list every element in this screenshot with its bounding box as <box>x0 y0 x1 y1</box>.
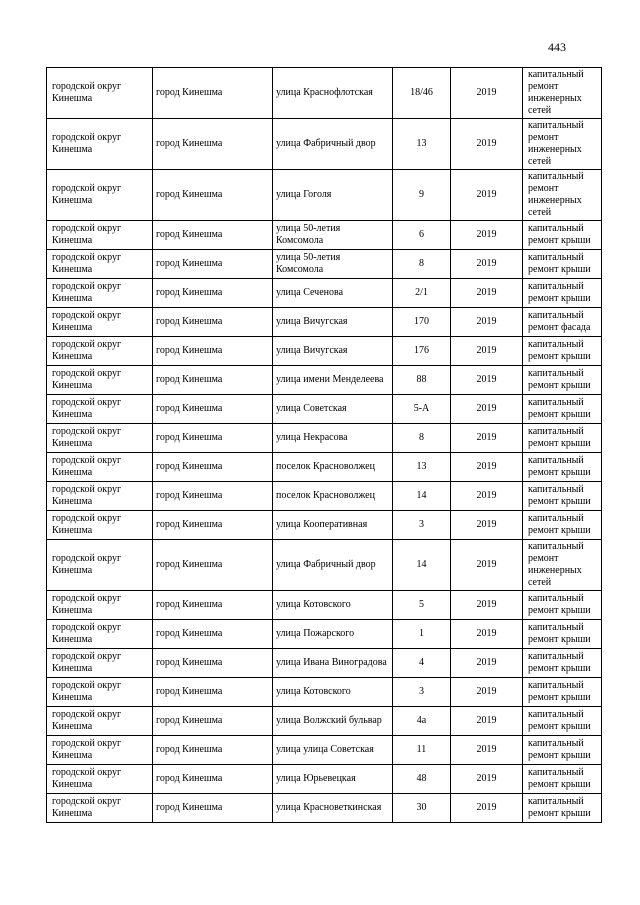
house-cell: 176 <box>393 337 451 366</box>
locality-cell: город Кинешма <box>153 119 273 170</box>
year-cell: 2019 <box>451 250 523 279</box>
year-cell: 2019 <box>451 707 523 736</box>
locality-cell: город Кинешма <box>153 68 273 119</box>
year-cell: 2019 <box>451 765 523 794</box>
year-cell: 2019 <box>451 453 523 482</box>
street-cell: улица Гоголя <box>273 170 393 221</box>
work-type-cell: капитальный ремонт крыши <box>523 765 602 794</box>
work-type-cell: капитальный ремонт крыши <box>523 250 602 279</box>
house-cell: 13 <box>393 119 451 170</box>
work-type-cell: капитальный ремонт крыши <box>523 453 602 482</box>
table-row <box>47 482 602 511</box>
year-cell: 2019 <box>451 279 523 308</box>
district-cell: городской округ Кинешма <box>47 337 153 366</box>
year-cell: 2019 <box>451 678 523 707</box>
house-cell: 13 <box>393 453 451 482</box>
district-cell: городской округ Кинешма <box>47 511 153 540</box>
work-type-cell: капитальный ремонт крыши <box>523 424 602 453</box>
table-row <box>47 308 602 337</box>
locality-cell: город Кинешма <box>153 620 273 649</box>
district-cell: городской округ Кинешма <box>47 424 153 453</box>
locality-cell: город Кинешма <box>153 250 273 279</box>
locality-cell: город Кинешма <box>153 453 273 482</box>
table-row <box>47 511 602 540</box>
house-cell: 5 <box>393 591 451 620</box>
street-cell: улица Краснофлотская <box>273 68 393 119</box>
year-cell: 2019 <box>451 794 523 823</box>
locality-cell: город Кинешма <box>153 170 273 221</box>
work-type-cell: капитальный ремонт инженерных сетей <box>523 119 602 170</box>
street-cell: улица Юрьевецкая <box>273 765 393 794</box>
house-cell: 4 <box>393 649 451 678</box>
year-cell: 2019 <box>451 221 523 250</box>
work-type-cell: капитальный ремонт крыши <box>523 794 602 823</box>
table-row <box>47 540 602 591</box>
district-cell: городской округ Кинешма <box>47 453 153 482</box>
district-cell: городской округ Кинешма <box>47 678 153 707</box>
street-cell: улица 50-летия Комсомола <box>273 221 393 250</box>
locality-cell: город Кинешма <box>153 591 273 620</box>
district-cell: городской округ Кинешма <box>47 308 153 337</box>
street-cell: поселок Красноволжец <box>273 453 393 482</box>
work-type-cell: капитальный ремонт крыши <box>523 649 602 678</box>
work-type-cell: капитальный ремонт крыши <box>523 736 602 765</box>
table-row <box>47 395 602 424</box>
work-type-cell: капитальный ремонт инженерных сетей <box>523 170 602 221</box>
house-cell: 1 <box>393 620 451 649</box>
housing-repair-table <box>46 67 602 823</box>
table-row <box>47 250 602 279</box>
district-cell: городской округ Кинешма <box>47 395 153 424</box>
house-cell: 5-А <box>393 395 451 424</box>
house-cell: 8 <box>393 424 451 453</box>
locality-cell: город Кинешма <box>153 707 273 736</box>
table-row <box>47 119 602 170</box>
house-cell: 2/1 <box>393 279 451 308</box>
locality-cell: город Кинешма <box>153 279 273 308</box>
work-type-cell: капитальный ремонт инженерных сетей <box>523 540 602 591</box>
district-cell: городской округ Кинешма <box>47 250 153 279</box>
work-type-cell: капитальный ремонт крыши <box>523 221 602 250</box>
street-cell: улица Сеченова <box>273 279 393 308</box>
year-cell: 2019 <box>451 620 523 649</box>
work-type-cell: капитальный ремонт крыши <box>523 620 602 649</box>
street-cell: поселок Красноволжец <box>273 482 393 511</box>
street-cell: улица Пожарского <box>273 620 393 649</box>
work-type-cell: капитальный ремонт крыши <box>523 482 602 511</box>
locality-cell: город Кинешма <box>153 395 273 424</box>
locality-cell: город Кинешма <box>153 366 273 395</box>
work-type-cell: капитальный ремонт крыши <box>523 366 602 395</box>
district-cell: городской округ Кинешма <box>47 794 153 823</box>
year-cell: 2019 <box>451 308 523 337</box>
table-row <box>47 794 602 823</box>
house-cell: 14 <box>393 482 451 511</box>
page-number: 443 <box>548 40 566 54</box>
house-cell: 14 <box>393 540 451 591</box>
year-cell: 2019 <box>451 591 523 620</box>
street-cell: улица Фабричный двор <box>273 119 393 170</box>
work-type-cell: капитальный ремонт крыши <box>523 707 602 736</box>
district-cell: городской округ Кинешма <box>47 170 153 221</box>
district-cell: городской округ Кинешма <box>47 540 153 591</box>
street-cell: улица Ивана Виноградова <box>273 649 393 678</box>
work-type-cell: капитальный ремонт крыши <box>523 337 602 366</box>
table-row <box>47 649 602 678</box>
table-row <box>47 453 602 482</box>
locality-cell: город Кинешма <box>153 482 273 511</box>
house-cell: 9 <box>393 170 451 221</box>
year-cell: 2019 <box>451 68 523 119</box>
street-cell: улица 50-летия Комсомола <box>273 250 393 279</box>
house-cell: 4а <box>393 707 451 736</box>
table-row <box>47 707 602 736</box>
district-cell: городской округ Кинешма <box>47 482 153 511</box>
house-cell: 88 <box>393 366 451 395</box>
house-cell: 170 <box>393 308 451 337</box>
year-cell: 2019 <box>451 511 523 540</box>
locality-cell: город Кинешма <box>153 736 273 765</box>
street-cell: улица Кооперативная <box>273 511 393 540</box>
street-cell: улица Некрасова <box>273 424 393 453</box>
table-row <box>47 366 602 395</box>
house-cell: 18/46 <box>393 68 451 119</box>
street-cell: улица Фабричный двор <box>273 540 393 591</box>
year-cell: 2019 <box>451 395 523 424</box>
street-cell: улица Красноветкинская <box>273 794 393 823</box>
table-row <box>47 736 602 765</box>
district-cell: городской округ Кинешма <box>47 221 153 250</box>
year-cell: 2019 <box>451 119 523 170</box>
work-type-cell: капитальный ремонт крыши <box>523 591 602 620</box>
locality-cell: город Кинешма <box>153 424 273 453</box>
work-type-cell: капитальный ремонт крыши <box>523 511 602 540</box>
street-cell: улица Советская <box>273 395 393 424</box>
table-row <box>47 765 602 794</box>
work-type-cell: капитальный ремонт крыши <box>523 678 602 707</box>
work-type-cell: капитальный ремонт крыши <box>523 279 602 308</box>
district-cell: городской округ Кинешма <box>47 765 153 794</box>
district-cell: городской округ Кинешма <box>47 366 153 395</box>
district-cell: городской округ Кинешма <box>47 279 153 308</box>
locality-cell: город Кинешма <box>153 794 273 823</box>
table-row <box>47 424 602 453</box>
locality-cell: город Кинешма <box>153 678 273 707</box>
house-cell: 30 <box>393 794 451 823</box>
year-cell: 2019 <box>451 540 523 591</box>
street-cell: улица Вичугская <box>273 308 393 337</box>
locality-cell: город Кинешма <box>153 308 273 337</box>
work-type-cell: капитальный ремонт инженерных сетей <box>523 68 602 119</box>
house-cell: 3 <box>393 678 451 707</box>
year-cell: 2019 <box>451 482 523 511</box>
district-cell: городской округ Кинешма <box>47 620 153 649</box>
table-row <box>47 620 602 649</box>
locality-cell: город Кинешма <box>153 337 273 366</box>
table-row <box>47 337 602 366</box>
street-cell: улица Вичугская <box>273 337 393 366</box>
year-cell: 2019 <box>451 736 523 765</box>
table-row <box>47 221 602 250</box>
year-cell: 2019 <box>451 337 523 366</box>
house-cell: 6 <box>393 221 451 250</box>
work-type-cell: капитальный ремонт крыши <box>523 395 602 424</box>
table-row <box>47 279 602 308</box>
year-cell: 2019 <box>451 649 523 678</box>
district-cell: городской округ Кинешма <box>47 119 153 170</box>
house-cell: 48 <box>393 765 451 794</box>
district-cell: городской округ Кинешма <box>47 707 153 736</box>
year-cell: 2019 <box>451 424 523 453</box>
district-cell: городской округ Кинешма <box>47 736 153 765</box>
street-cell: улица улица Советская <box>273 736 393 765</box>
street-cell: улица Котовского <box>273 591 393 620</box>
work-type-cell: капитальный ремонт фасада <box>523 308 602 337</box>
street-cell: улица Волжский бульвар <box>273 707 393 736</box>
house-cell: 8 <box>393 250 451 279</box>
table-row <box>47 170 602 221</box>
house-cell: 11 <box>393 736 451 765</box>
locality-cell: город Кинешма <box>153 765 273 794</box>
year-cell: 2019 <box>451 170 523 221</box>
district-cell: городской округ Кинешма <box>47 68 153 119</box>
table-row <box>47 591 602 620</box>
house-cell: 3 <box>393 511 451 540</box>
district-cell: городской округ Кинешма <box>47 591 153 620</box>
locality-cell: город Кинешма <box>153 221 273 250</box>
locality-cell: город Кинешма <box>153 649 273 678</box>
year-cell: 2019 <box>451 366 523 395</box>
locality-cell: город Кинешма <box>153 540 273 591</box>
table-row <box>47 68 602 119</box>
street-cell: улица Котовского <box>273 678 393 707</box>
locality-cell: город Кинешма <box>153 511 273 540</box>
district-cell: городской округ Кинешма <box>47 649 153 678</box>
table-row <box>47 678 602 707</box>
street-cell: улица имени Менделеева <box>273 366 393 395</box>
